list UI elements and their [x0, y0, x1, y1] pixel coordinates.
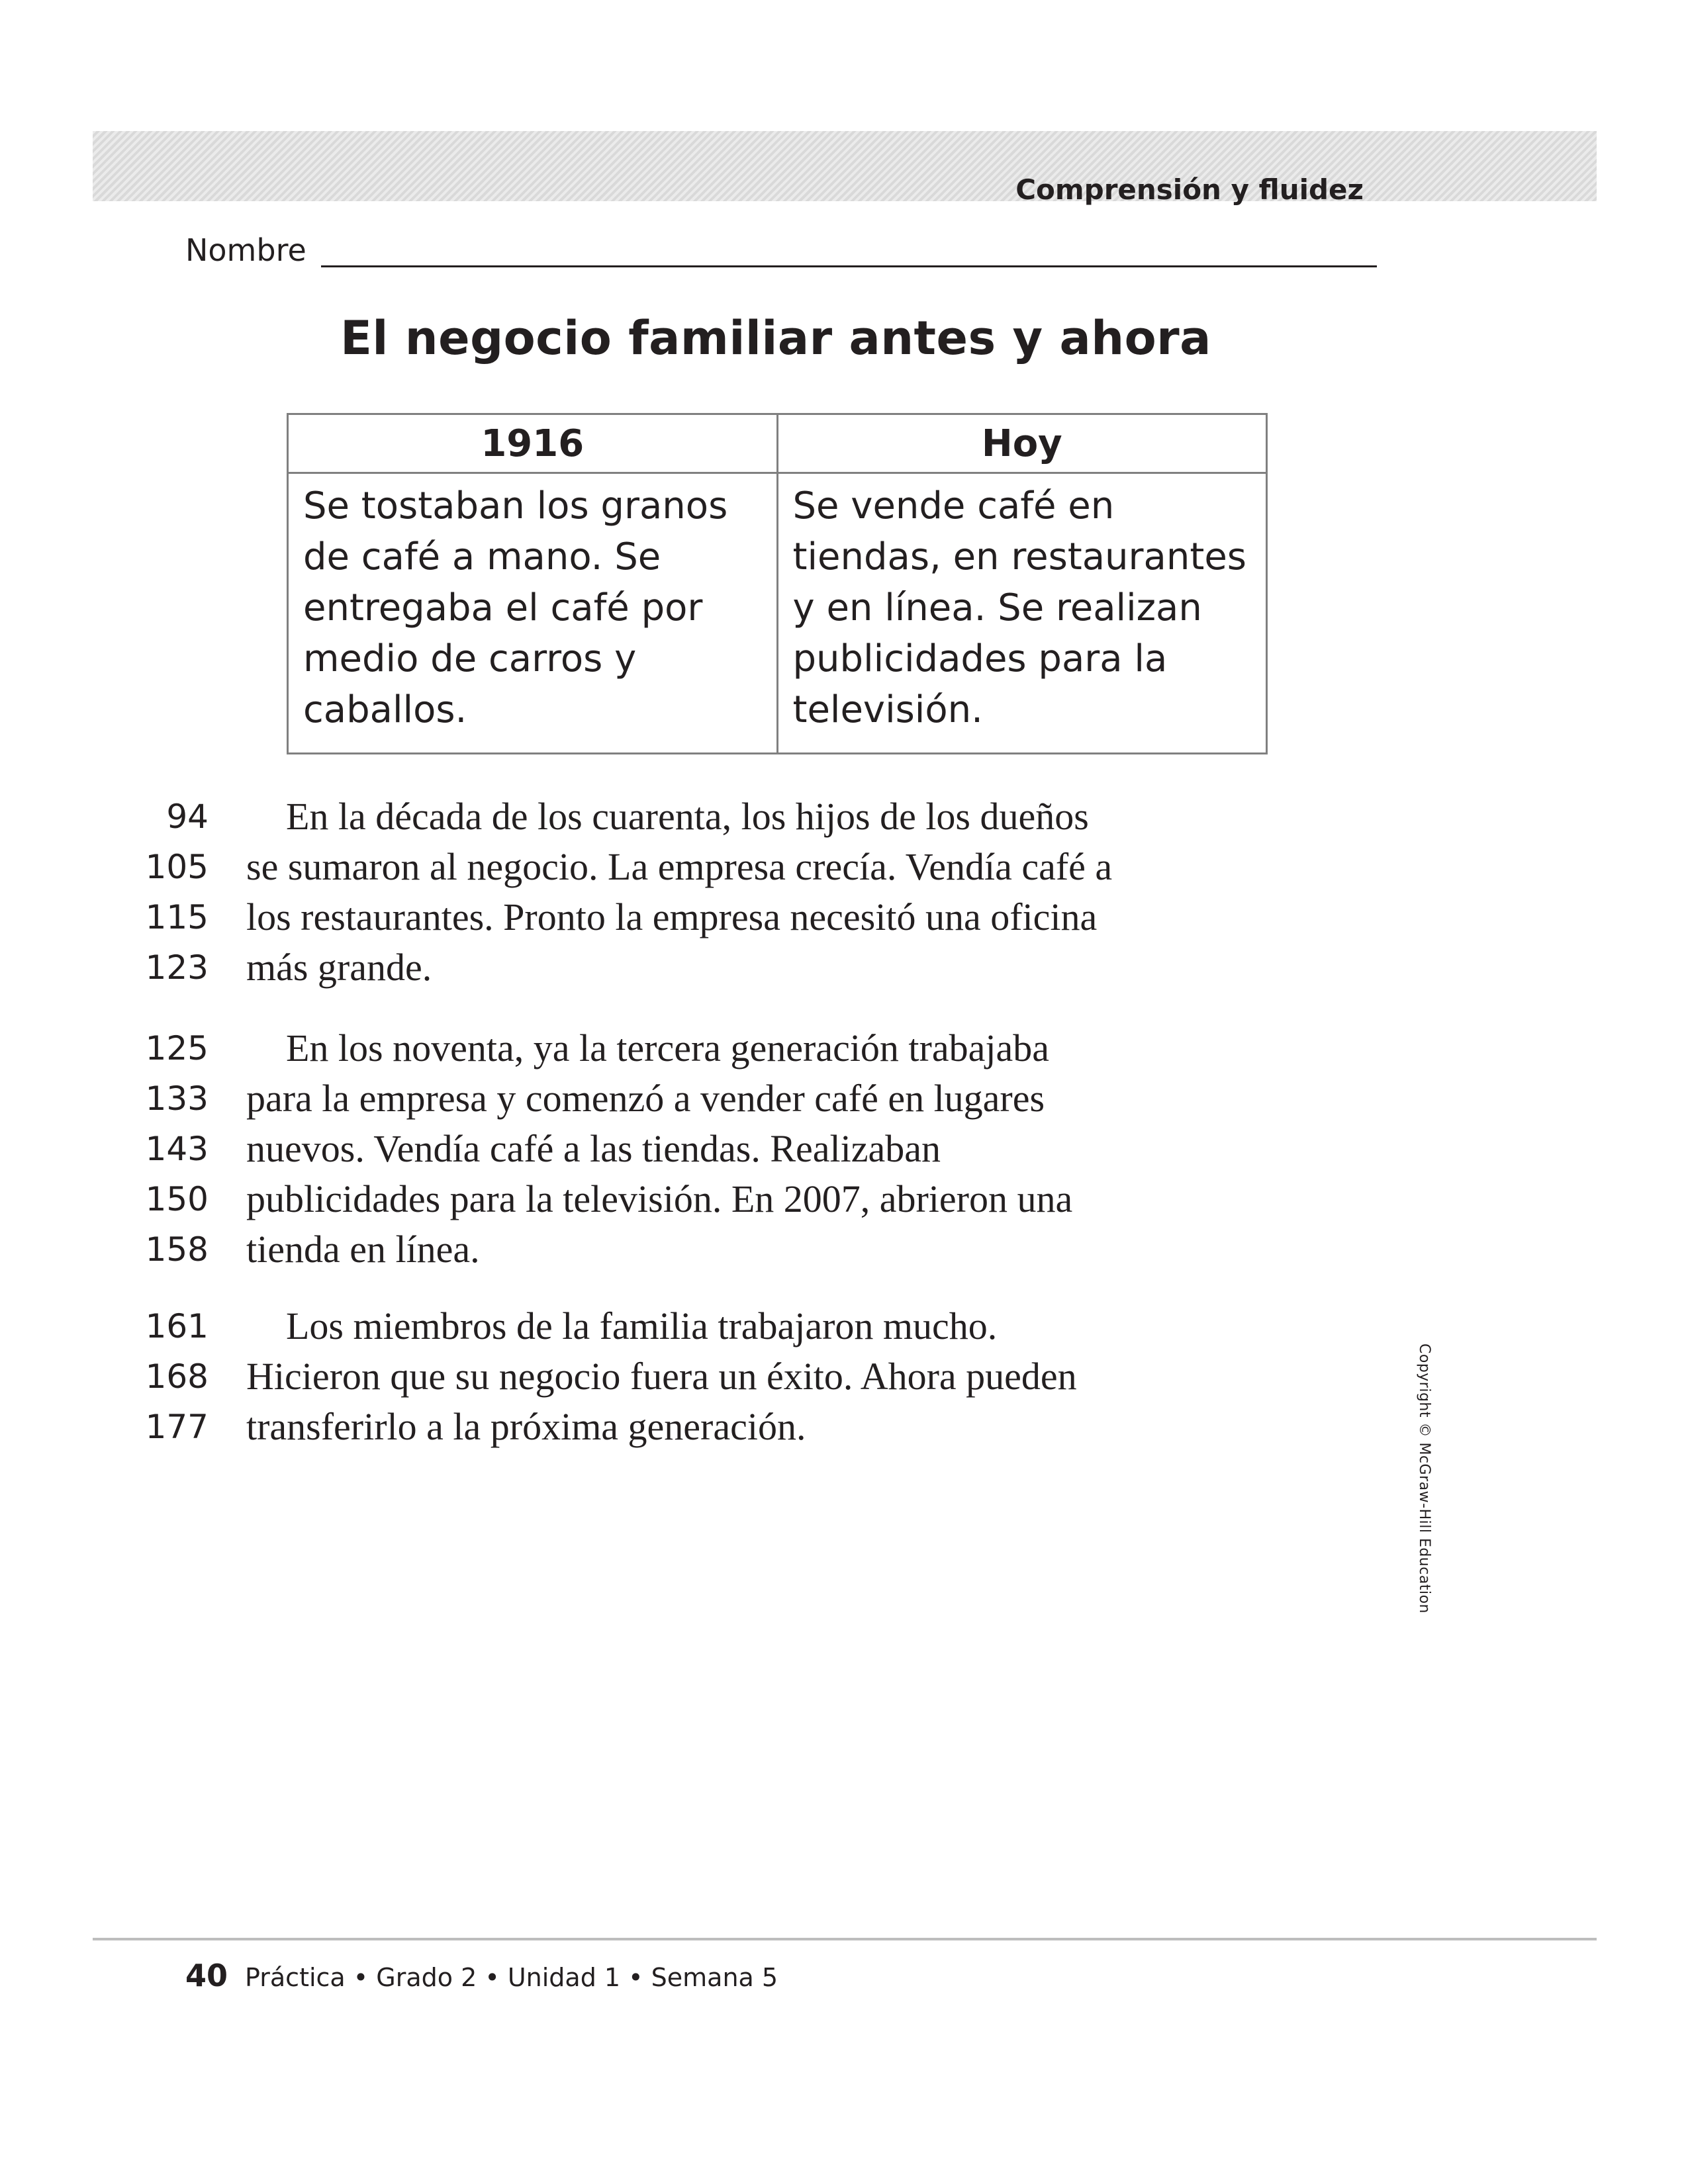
- passage-line: [0, 1301, 1324, 1351]
- passage-line: [0, 1402, 1324, 1452]
- copyright-notice: Copyright © McGraw-Hill Education: [1416, 1343, 1432, 1614]
- cell-line: Se vende café en: [792, 484, 1115, 527]
- word-count: 150: [145, 1180, 209, 1218]
- footer-divider: [93, 1938, 1597, 1940]
- footer-text: Práctica • Grado 2 • Unidad 1 • Semana 5: [245, 1963, 778, 1992]
- comparison-table: [287, 413, 1268, 754]
- name-field: [185, 228, 1377, 275]
- cell-line: y en línea. Se realizan: [792, 586, 1202, 629]
- cell-line: medio de carros y: [303, 637, 637, 680]
- line-text: En los noventa, ya la tercera generación trabajaba: [286, 1026, 1049, 1069]
- table-cell-1916: [288, 473, 778, 754]
- passage-line: [0, 1351, 1324, 1402]
- paragraph-2: [0, 1023, 1324, 1275]
- line-text: los restaurantes. Pronto la empresa necesitó una oficina: [246, 895, 1098, 938]
- paragraph-1: [0, 792, 1324, 993]
- line-text: se sumaron al negocio. La empresa crecía. Vendía café a: [246, 845, 1113, 888]
- word-count: 161: [145, 1307, 209, 1345]
- cell-line: tiendas, en restaurantes: [792, 535, 1246, 578]
- line-text: tienda en línea.: [246, 1228, 480, 1271]
- cell-line: publicidades para la: [792, 637, 1168, 680]
- header-band: [93, 131, 1597, 201]
- line-text: Hicieron que su negocio fuera un éxito. Ahora pueden: [246, 1355, 1077, 1398]
- table-header-1916: 1916: [288, 414, 778, 473]
- passage-line: [0, 1023, 1324, 1073]
- table-row: [288, 473, 1267, 754]
- cell-line: entregaba el café por: [303, 586, 703, 629]
- word-count: 143: [145, 1130, 209, 1168]
- line-text: para la empresa y comenzó a vender café en lugares: [246, 1077, 1045, 1120]
- table-header-hoy: Hoy: [777, 414, 1267, 473]
- name-line[interactable]: [321, 265, 1377, 267]
- line-text: nuevos. Vendía café a las tiendas. Realizaban: [246, 1127, 941, 1170]
- line-text: En la década de los cuarenta, los hijos de los dueños: [286, 795, 1089, 838]
- name-label: Nombre: [185, 232, 306, 268]
- line-text: Los miembros de la familia trabajaron mucho.: [286, 1304, 998, 1347]
- word-count: 177: [145, 1408, 209, 1446]
- cell-line: caballos.: [303, 688, 467, 731]
- page-number: 40: [185, 1958, 228, 1993]
- word-count: 158: [145, 1230, 209, 1269]
- word-count: 133: [145, 1079, 209, 1118]
- word-count: 105: [145, 848, 209, 886]
- line-text: transferirlo a la próxima generación.: [246, 1405, 806, 1448]
- line-text: publicidades para la televisión. En 2007, abrieron una: [246, 1177, 1073, 1220]
- table-cell-hoy: [777, 473, 1267, 754]
- passage-line: [0, 842, 1324, 892]
- passage-line: [0, 1224, 1324, 1275]
- table-header-row: [288, 414, 1267, 473]
- page-title: El negocio familiar antes y ahora: [340, 311, 1211, 365]
- passage-line: [0, 1174, 1324, 1224]
- footer: [185, 1958, 778, 1993]
- word-count: 123: [145, 948, 209, 987]
- word-count: 94: [166, 797, 209, 836]
- passage-line: [0, 1124, 1324, 1174]
- cell-line: de café a mano. Se: [303, 535, 661, 578]
- cell-line: televisión.: [792, 688, 983, 731]
- word-count: 115: [145, 898, 209, 936]
- passage-line: [0, 892, 1324, 942]
- section-label: Comprensión y fluidez: [1015, 173, 1364, 206]
- word-count: 125: [145, 1029, 209, 1068]
- paragraph-3: [0, 1301, 1324, 1452]
- line-text: más grande.: [246, 946, 432, 989]
- passage-line: [0, 942, 1324, 993]
- passage-line: [0, 792, 1324, 842]
- passage-line: [0, 1073, 1324, 1124]
- cell-line: Se tostaban los granos: [303, 484, 728, 527]
- word-count: 168: [145, 1357, 209, 1396]
